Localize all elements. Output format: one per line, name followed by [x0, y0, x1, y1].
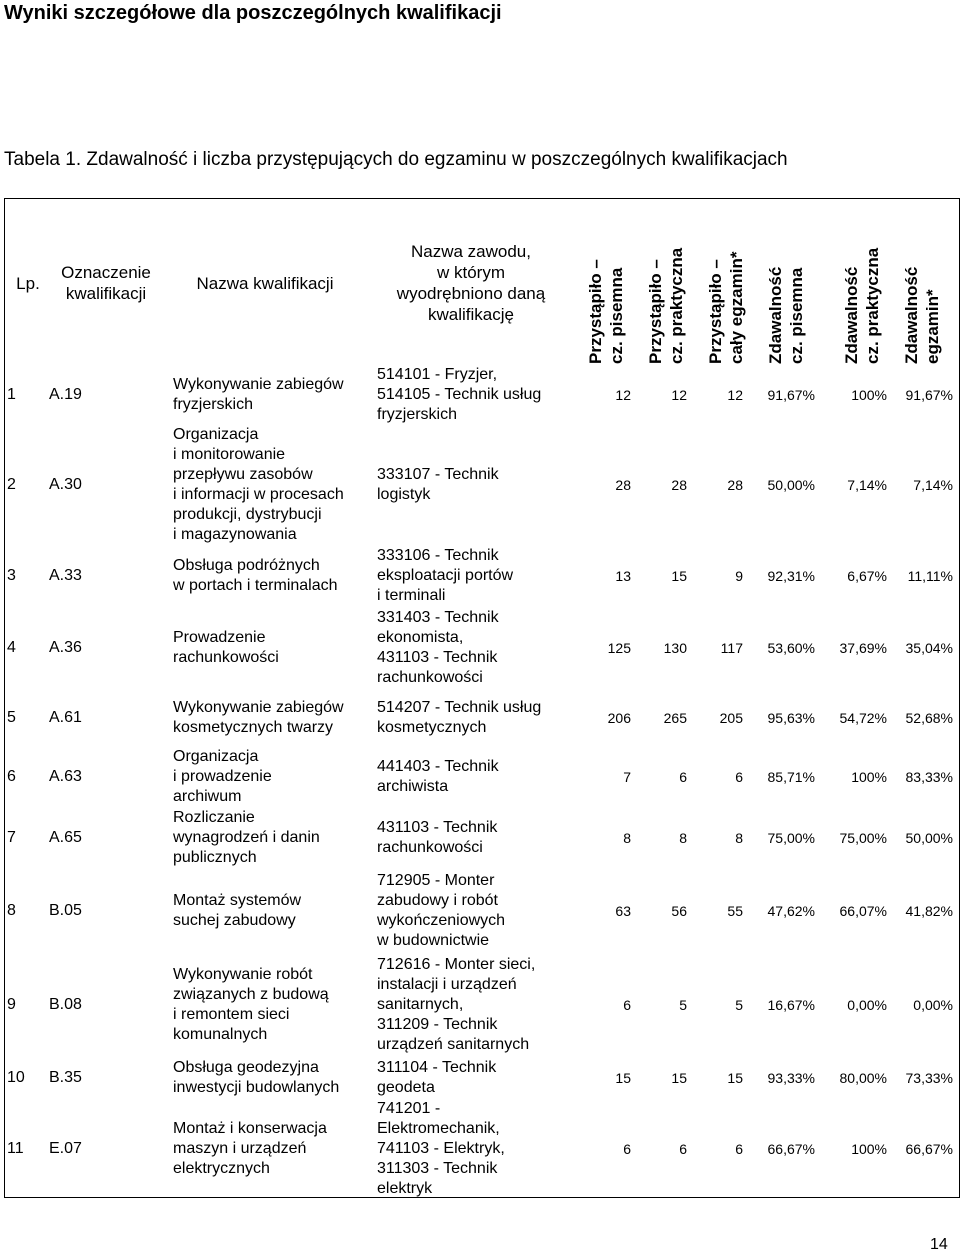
profession-cell: 741201 - Elektromechanik, 741103 - Elektryk, 311303 - Technik elektryk	[377, 1100, 505, 1197]
pass-written-cell: 91,67%	[767, 387, 815, 403]
lp-cell: 6	[7, 768, 16, 785]
took-written-cell: 8	[623, 830, 631, 846]
pass-written-cell: 47,62%	[767, 903, 815, 919]
qualifications-table	[4, 198, 960, 1198]
took-whole-cell: 28	[727, 477, 743, 493]
pass-exam-cell: 0,00%	[913, 997, 953, 1013]
qualification-name-cell: Wykonywanie zabiegów fryzjerskich	[173, 376, 344, 413]
qualification-name-cell: Montaż i konserwacja maszyn i urządzeń elektrycznych	[173, 1120, 327, 1177]
profession-cell: 431103 - Technik rachunkowości	[377, 819, 498, 856]
profession-cell: 514207 - Technik usług kosmetycznych	[377, 699, 542, 736]
code-cell: A.63	[49, 768, 82, 785]
pass-exam-cell: 66,67%	[905, 1141, 953, 1157]
took-practical-cell: 5	[679, 997, 687, 1013]
qualification-name-cell: Montaż systemów suchej zabudowy	[173, 892, 302, 929]
pass-practical-cell: 66,07%	[839, 903, 887, 919]
profession-cell: 333106 - Technik eksploatacji portów i terminali	[377, 547, 514, 604]
header-code: Oznaczenie kwalifikacji	[61, 263, 151, 303]
lp-cell: 1	[7, 386, 16, 403]
pass-written-cell: 53,60%	[767, 640, 815, 656]
table-row	[5, 545, 959, 607]
qualification-name-cell: Organizacja i prowadzenie archiwum	[173, 748, 272, 805]
pass-exam-cell: 52,68%	[905, 710, 953, 726]
page-number: 14	[930, 1236, 948, 1253]
header-lp: Lp.	[16, 273, 40, 293]
lp-cell: 5	[7, 709, 16, 726]
took-written-cell: 28	[615, 477, 631, 493]
lp-cell: 3	[7, 567, 16, 584]
took-written-cell: 7	[623, 769, 631, 785]
took-practical-cell: 12	[671, 387, 687, 403]
code-cell: A.19	[49, 386, 82, 403]
took-whole-cell: 12	[727, 387, 743, 403]
pass-exam-cell: 11,11%	[907, 568, 953, 584]
lp-cell: 10	[7, 1069, 25, 1086]
code-cell: A.33	[49, 567, 82, 584]
code-cell: B.08	[49, 996, 82, 1013]
header-name: Nazwa kwalifikacji	[196, 273, 334, 293]
pass-practical-cell: 54,72%	[839, 710, 887, 726]
table-row	[5, 747, 959, 807]
took-practical-cell: 130	[663, 640, 687, 656]
pass-written-cell: 95,63%	[767, 710, 815, 726]
took-whole-cell: 55	[727, 903, 743, 919]
lp-cell: 9	[7, 996, 16, 1013]
pass-practical-cell: 100%	[851, 1141, 887, 1157]
pass-written-cell: 92,31%	[767, 568, 815, 584]
took-written-cell: 63	[615, 903, 631, 919]
pass-written-cell: 75,00%	[767, 830, 815, 846]
pass-practical-cell: 75,00%	[839, 830, 887, 846]
table-caption: Tabela 1. Zdawalność i liczba przystępujących do egzaminu w poszczególnych kwalifikacjach	[4, 149, 788, 170]
took-whole-cell: 6	[735, 769, 743, 785]
qualification-name-cell: Obsługa podróżnych w portach i terminalach	[173, 557, 338, 594]
header-took-whole: Przystąpiło – cały egzamin*	[706, 251, 746, 364]
profession-cell: 712905 - Monter zabudowy i robót wykończeniowych w budownictwie	[377, 872, 506, 949]
page-heading: Wyniki szczegółowe dla poszczególnych kwalifikacji	[4, 2, 502, 24]
took-practical-cell: 8	[679, 830, 687, 846]
took-practical-cell: 6	[679, 769, 687, 785]
code-cell: A.61	[49, 709, 82, 726]
pass-exam-cell: 91,67%	[905, 387, 953, 403]
profession-cell: 514101 - Fryzjer, 514105 - Technik usług fryzjerskich	[377, 366, 542, 423]
table-row	[5, 1057, 959, 1099]
table-row	[5, 953, 959, 1057]
pass-practical-cell: 6,67%	[847, 568, 887, 584]
code-cell: A.65	[49, 829, 82, 846]
profession-cell: 333107 - Technik logistyk	[377, 466, 499, 503]
lp-cell: 2	[7, 476, 16, 493]
took-practical-cell: 15	[671, 568, 687, 584]
profession-cell: 441403 - Technik archiwista	[377, 758, 499, 795]
table-row	[5, 365, 959, 425]
qualification-name-cell: Obsługa geodezyjna inwestycji budowlanych	[173, 1059, 340, 1096]
pass-written-cell: 93,33%	[767, 1070, 815, 1086]
table-row	[5, 425, 959, 545]
pass-practical-cell: 0,00%	[847, 997, 887, 1013]
table-row	[5, 807, 959, 869]
pass-practical-cell: 100%	[851, 387, 887, 403]
lp-cell: 11	[7, 1140, 24, 1157]
header-took-written: Przystąpiło – cz. pisemna	[586, 259, 626, 364]
qualification-name-cell: Prowadzenie rachunkowości	[173, 629, 279, 666]
header-profession: Nazwa zawodu, w którym wyodrębniono daną kwalifikację	[396, 242, 546, 324]
qualification-name-cell: Wykonywanie robót związanych z budową i remontem sieci komunalnych	[173, 966, 329, 1043]
took-whole-cell: 15	[727, 1070, 743, 1086]
took-practical-cell: 56	[671, 903, 687, 919]
took-written-cell: 12	[615, 387, 631, 403]
qualification-name-cell: Rozliczanie wynagrodzeń i danin publicznych	[173, 809, 320, 866]
lp-cell: 7	[7, 829, 16, 846]
took-written-cell: 13	[615, 568, 631, 584]
qualification-name-cell: Wykonywanie zabiegów kosmetycznych twarzy	[173, 699, 344, 736]
took-practical-cell: 6	[679, 1141, 687, 1157]
pass-practical-cell: 80,00%	[839, 1070, 887, 1086]
pass-practical-cell: 7,14%	[847, 477, 887, 493]
code-cell: A.36	[49, 639, 82, 656]
took-whole-cell: 205	[719, 710, 743, 726]
took-written-cell: 6	[623, 1141, 631, 1157]
pass-written-cell: 85,71%	[767, 769, 815, 785]
lp-cell: 8	[7, 902, 16, 919]
pass-exam-cell: 50,00%	[905, 830, 953, 846]
took-practical-cell: 265	[663, 710, 687, 726]
took-whole-cell: 117	[720, 640, 743, 656]
table-row	[5, 689, 959, 747]
took-whole-cell: 8	[735, 830, 743, 846]
header-took-practical: Przystąpiło – cz. praktyczna	[646, 247, 686, 364]
took-written-cell: 6	[623, 997, 631, 1013]
pass-exam-cell: 7,14%	[913, 477, 953, 493]
header-pass-practical: Zdawalność cz. praktyczna	[842, 247, 882, 364]
took-practical-cell: 15	[671, 1070, 687, 1086]
pass-written-cell: 66,67%	[767, 1141, 815, 1157]
took-practical-cell: 28	[671, 477, 687, 493]
header-pass-written: Zdawalność cz. pisemna	[766, 266, 806, 364]
profession-cell: 311104 - Technik geodeta	[377, 1059, 497, 1096]
lp-cell: 4	[7, 639, 16, 656]
pass-exam-cell: 73,33%	[905, 1070, 953, 1086]
took-written-cell: 206	[607, 710, 631, 726]
code-cell: B.35	[49, 1069, 82, 1086]
pass-exam-cell: 35,04%	[905, 640, 953, 656]
took-whole-cell: 6	[735, 1141, 743, 1157]
pass-practical-cell: 37,69%	[839, 640, 887, 656]
profession-cell: 331403 - Technik ekonomista, 431103 - Technik rachunkowości	[377, 609, 499, 686]
table-row	[5, 1099, 959, 1199]
code-cell: E.07	[49, 1140, 82, 1157]
code-cell: A.30	[49, 476, 82, 493]
profession-cell: 712616 - Monter sieci, instalacji i urządzeń sanitarnych, 311209 - Technik urządzeń sanitarnych	[377, 956, 536, 1053]
took-written-cell: 15	[615, 1070, 631, 1086]
took-written-cell: 125	[607, 640, 631, 656]
pass-practical-cell: 100%	[851, 769, 887, 785]
table-row	[5, 869, 959, 953]
header-pass-exam: Zdawalność egzamin*	[902, 266, 942, 364]
pass-written-cell: 50,00%	[767, 477, 815, 493]
qualification-name-cell: Organizacja i monitorowanie przepływu zasobów i informacji w procesach produkcji, dystrybucji i magazynowania	[173, 426, 344, 543]
pass-exam-cell: 41,82%	[905, 903, 953, 919]
took-whole-cell: 5	[735, 997, 743, 1013]
table-row	[5, 607, 959, 689]
code-cell: B.05	[49, 902, 82, 919]
pass-exam-cell: 83,33%	[905, 769, 953, 785]
pass-written-cell: 16,67%	[767, 997, 815, 1013]
took-whole-cell: 9	[735, 568, 743, 584]
